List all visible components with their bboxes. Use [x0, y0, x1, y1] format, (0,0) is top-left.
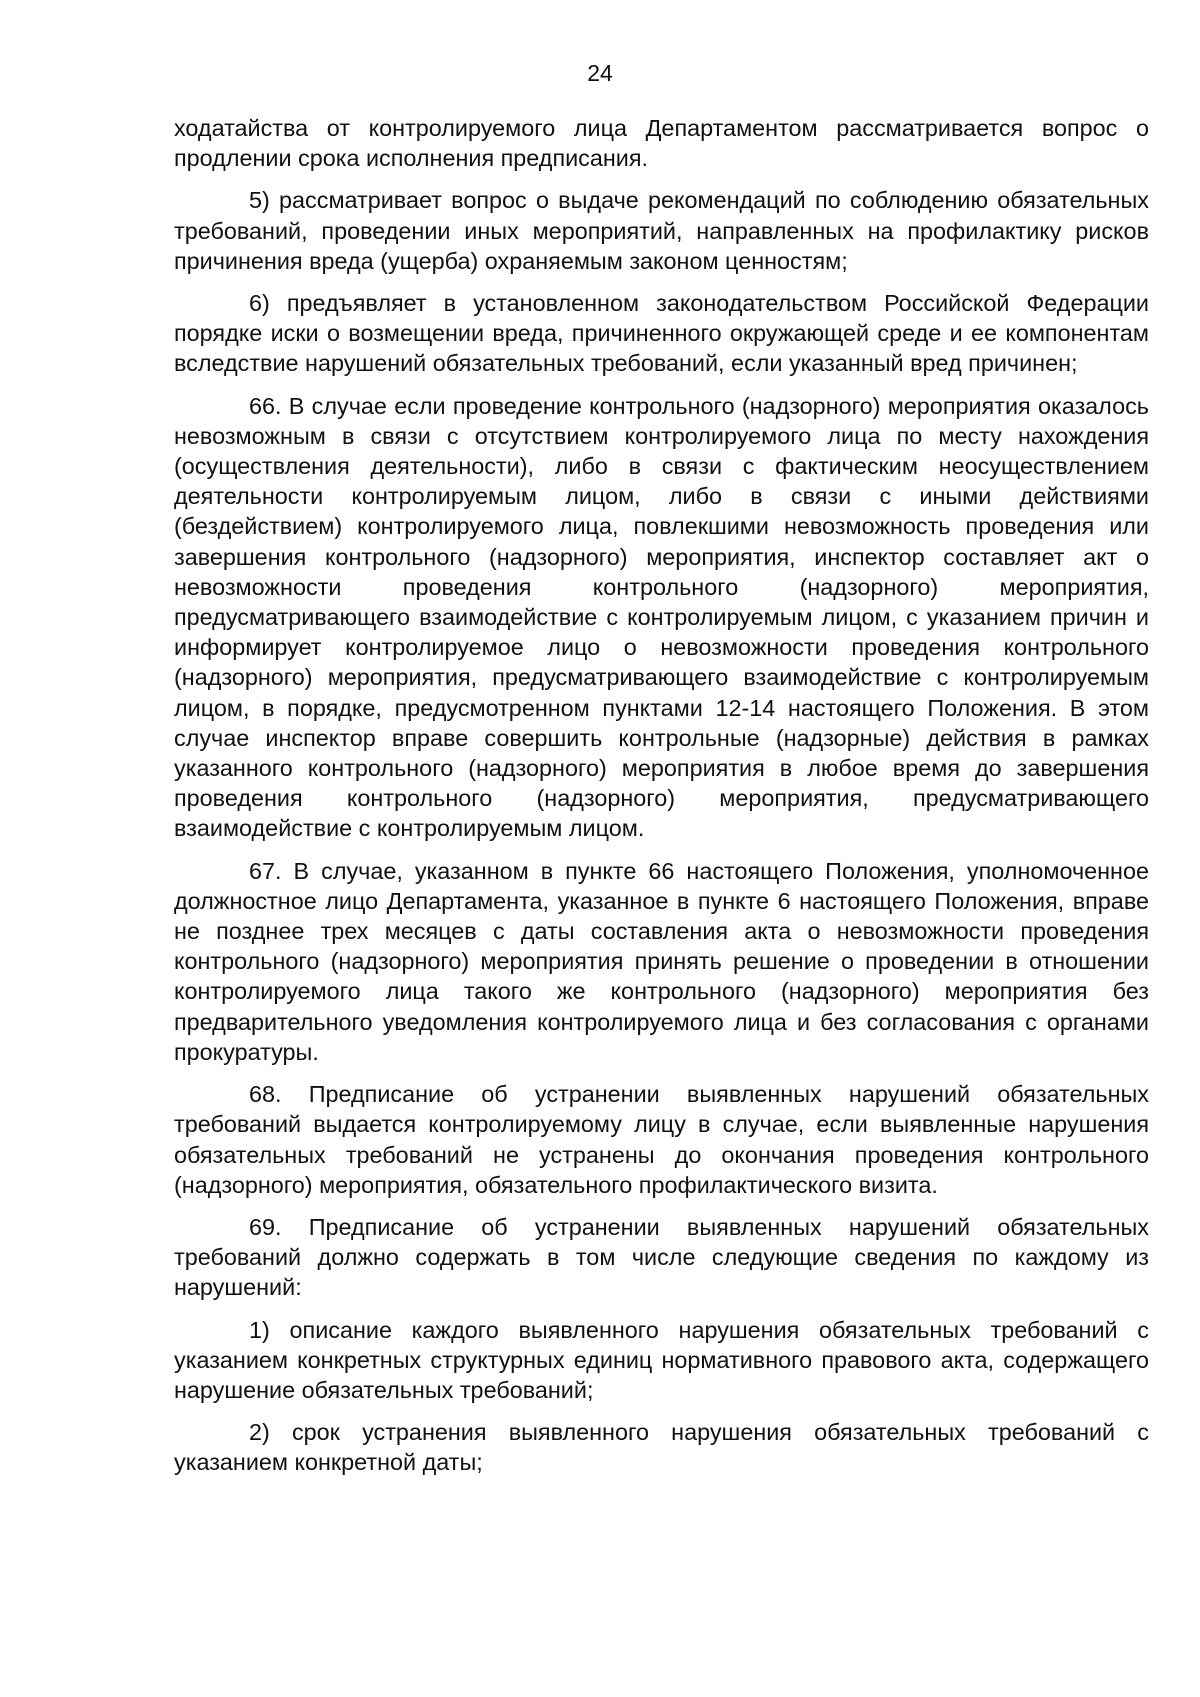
- page-number: 24: [587, 60, 613, 86]
- paragraph-clause-69: 69. Предписание об устранении выявленных нарушений обязательных требований должно содержать в том числе следующие сведения по каждому из нарушений:: [174, 1213, 1149, 1301]
- paragraph-clause-67: 67. В случае, указанном в пункте 66 настоящего Положения, уполномоченное должностное лицо Департамента, указанное в пункте 6 настоящего Положения, вправе не позднее трех месяцев с даты составления акта о невозможности проведения контрольного (надзорного) мероприятия принять решение о проведении в отношении контролируемого лица такого же контрольного (надзорного) мероприятия без предварительного уведомления контролируемого лица и без согласования с органами прокуратуры.: [174, 857, 1149, 1065]
- paragraph-clause-68: 68. Предписание об устранении выявленных нарушений обязательных требований выдается контролируемому лицу в случае, если выявленные нарушения обязательных требований не устранены до окончания проведения контрольного (надзорного) мероприятия, обязательного профилактического визита.: [174, 1081, 1149, 1198]
- document-body: [174, 113, 1149, 1490]
- paragraph-item-5: 5) рассматривает вопрос о выдаче рекомендаций по соблюдению обязательных требований, проведении иных мероприятий, направленных на профилактику рисков причинения вреда (ущерба) охраняемым законом ценностям;: [174, 187, 1149, 274]
- paragraph-subitem-2: 2) срок устранения выявленного нарушения обязательных требований с указанием конкретной даты;: [174, 1419, 1149, 1476]
- paragraph-clause-66: 66. В случае если проведение контрольного (надзорного) мероприятия оказалось невозможным в связи с отсутствием контролируемого лица по месту нахождения (осуществления деятельности), либо в связи с фактическим неосуществлением деятельности контролируемым лицом, либо в связи с иными действиями (бездействием) контролируемого лица, повлекшими невозможность проведения или завершения контрольного (надзорного) мероприятия, инспектор составляет акт о невозможности проведения контрольного (надзорного) мероприятия, предусматривающего взаимодействие с контролируемым лицом, с указанием причин и информирует контролируемое лицо о невозможности проведения контрольного (надзорного) мероприятия, предусматривающего взаимодействие с контролируемым лицом, в порядке, предусмотренном пунктами 12-14 настоящего Положения. В этом случае инспектор вправе совершить контрольные (надзорные) действия в рамках указанного контрольного (надзорного) мероприятия в любое время до завершения проведения контрольного (надзорного) мероприятия, предусматривающего взаимодействие с контролируемым лицом.: [174, 392, 1149, 842]
- paragraph-item-6: 6) предъявляет в установленном законодательством Российской Федерации порядке иски о возмещении вреда, причиненного окружающей среде и ее компонентам вследствие нарушений обязательных требований, если указанный вред причинен;: [174, 290, 1149, 377]
- paragraph-continuation: ходатайства от контролируемого лица Департаментом рассматривается вопрос о продлении срока исполнения предписания.: [174, 115, 1149, 172]
- paragraph-subitem-1: 1) описание каждого выявленного нарушения обязательных требований с указанием конкретных структурных единиц нормативного правового акта, содержащего нарушение обязательных требований;: [174, 1316, 1149, 1403]
